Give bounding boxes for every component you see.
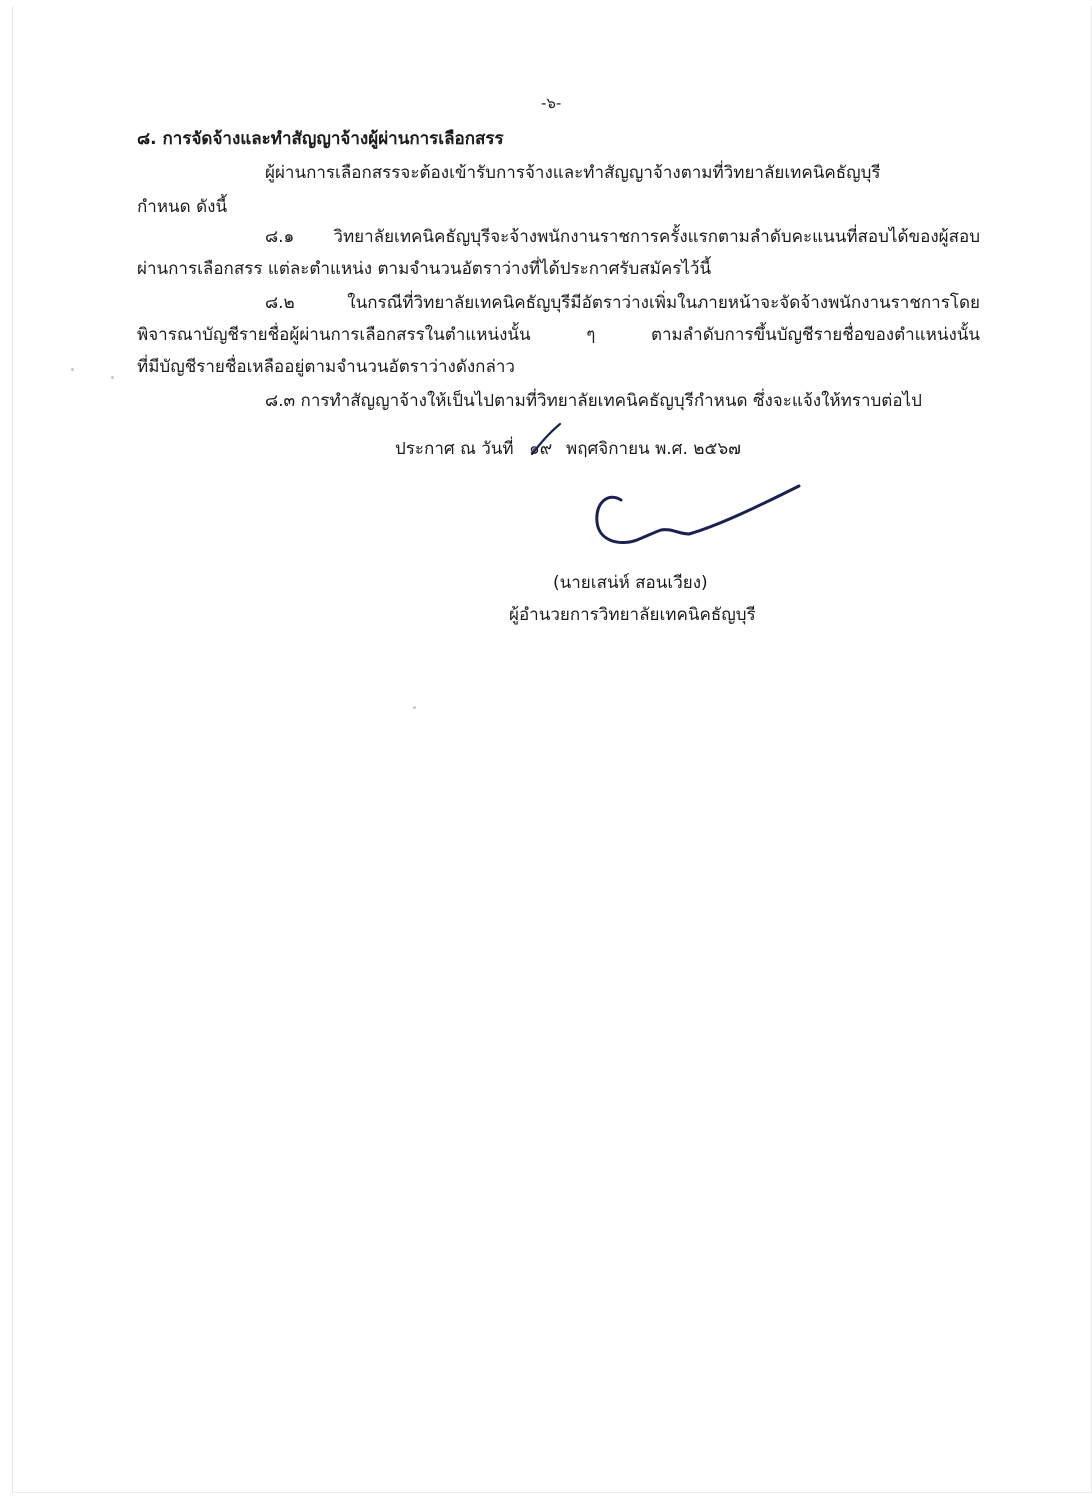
item-8-2-line-2: พิจารณาบัญชีรายชื่อผู้ผ่านการเลือกสรรในตำแหน่งนั้น ๆ ตามลำดับการขึ้นบัญชีรายชื่อของตำแหน่งนั้น [137,325,980,345]
announcement-prefix: ประกาศ ณ วันที่ [395,439,514,459]
scan-speck [71,368,74,371]
section-heading: ๘. การจัดจ้างและทำสัญญาจ้างผู้ผ่านการเลือกสรร [137,129,504,149]
item-8-2-line-1: ๘.๒ ในกรณีที่วิทยาลัยเทคนิคธัญบุรีมีอัตราว่างเพิ่มในภายหน้าจะจัดจ้างพนักงานราชการโดย [265,293,980,313]
document-page [12,6,1092,1493]
announcement-month-year: พฤศจิกายน พ.ศ. ๒๕๖๗ [566,439,741,459]
item-8-3-line-1: ๘.๓ การทำสัญญาจ้างให้เป็นไปตามที่วิทยาลัยเทคนิคธัญบุรีกำหนด ซึ่งจะแจ้งให้ทราบต่อไป [265,391,922,411]
announcement-day: ๑๙ [529,439,553,459]
intro-line-2: กำหนด ดังนี้ [137,197,228,217]
signature-image [585,478,815,558]
item-8-2-line-3: ที่มีบัญชีรายชื่อเหลืออยู่ตามจำนวนอัตราว่างดังกล่าว [137,357,515,377]
intro-line-1: ผู้ผ่านการเลือกสรรจะต้องเข้ารับการจ้างและทำสัญญาจ้างตามที่วิทยาลัยเทคนิคธัญบุรี [265,163,881,183]
handwritten-day-mark [518,420,568,460]
item-8-1-line-2: ผ่านการเลือกสรร แต่ละตำแหน่ง ตามจำนวนอัตราว่างที่ได้ประกาศรับสมัครไว้นี้ [137,259,712,279]
page-number: -๖- [541,94,562,112]
signatory-title: ผู้อำนวยการวิทยาลัยเทคนิคธัญบุรี [509,605,756,625]
scan-speck [413,706,416,709]
scan-speck [111,376,114,379]
item-8-1-line-1: ๘.๑ วิทยาลัยเทคนิคธัญบุรีจะจ้างพนักงานราชการครั้งแรกตามลำดับคะแนนที่สอบได้ของผู้สอบ [265,227,980,247]
signatory-name: (นายเสน่ห์ สอนเวียง) [553,573,708,593]
